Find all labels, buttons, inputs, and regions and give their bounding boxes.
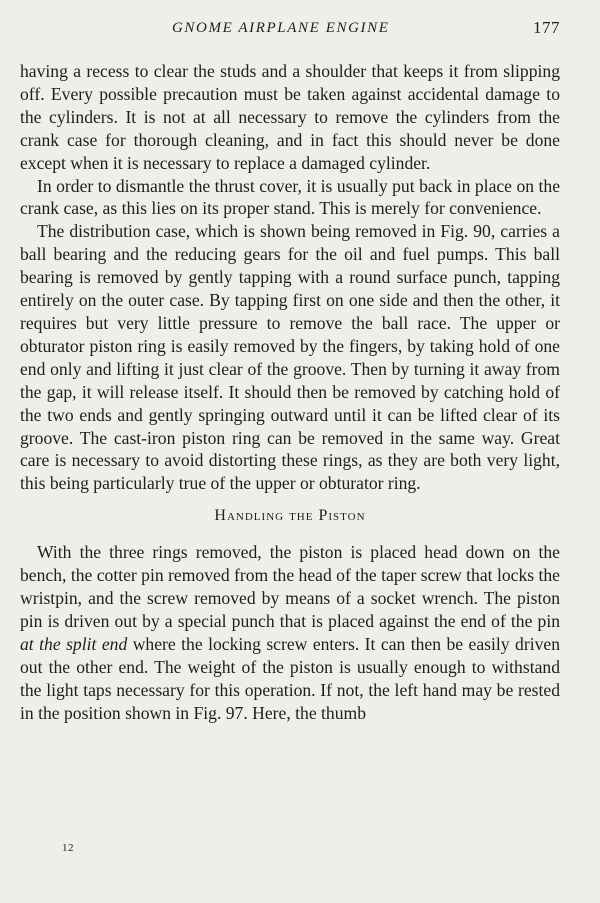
paragraph-4 bbox=[20, 541, 560, 724]
body-text bbox=[20, 60, 560, 724]
paragraph-1: having a recess to clear the studs and a shoulder that keeps it from slipping off. Every possible precaution must be taken against accidental damage to the cylinders. It is not at all necessary to remove the cylinders from the crank case for thorough cleaning, and in fact this should never be done except when it is necessary to replace a damaged cylinder. bbox=[20, 61, 560, 173]
paragraph-4-part-1: With the three rings removed, the piston is placed head down on the bench, the cotter pin removed from the head of the taper screw that locks the wristpin, and the screw removed by means of a socket wrench. The piston pin is driven out by a special punch that is placed against the end of the pin bbox=[20, 542, 560, 631]
signature-mark: 12 bbox=[62, 842, 74, 854]
paragraph-4-italic-phrase: at the split end bbox=[20, 633, 128, 654]
section-heading bbox=[20, 505, 560, 527]
paragraph-4-part-2: where the locking screw enters. It can then be easily driven out the other end. The weight of the piston is usually enough to withstand the light taps necessary for this operation. If not, the left hand may be rested in the position shown in Fig. 97. Here, the thumb bbox=[20, 633, 560, 723]
paragraph-3: The distribution case, which is shown being removed in Fig. 90, carries a ball bearing and the reducing gears for the oil and fuel pumps. This ball bearing is removed by gently tapping with a round surface punch, tapping entirely on the outer case. By tapping first on one side and then the other, it requires but very little pressure to remove the ball race. The upper or obturator piston ring is easily removed by the fingers, by taking hold of one end only and lifting it just clear of the groove. Then by turning it away from the gap, it will release itself. It should then be removed by catching hold of the two ends and gently springing outward until it can be lifted clear of its groove. The cast-iron piston ring can be removed in the same way. Great care is necessary to avoid distorting these rings, as they are both very light, this being particularly true of the upper or obturator ring. bbox=[20, 221, 560, 494]
section-heading-text: Handling the Piston bbox=[214, 507, 366, 525]
page-number: 177 bbox=[533, 18, 560, 37]
paragraph-2: In order to dismantle the thrust cover, it is usually put back in place on the crank case, as this lies on its proper stand. This is merely for convenience. bbox=[20, 175, 560, 219]
running-title: GNOME AIRPLANE ENGINE bbox=[172, 20, 390, 36]
page-header bbox=[20, 20, 560, 44]
